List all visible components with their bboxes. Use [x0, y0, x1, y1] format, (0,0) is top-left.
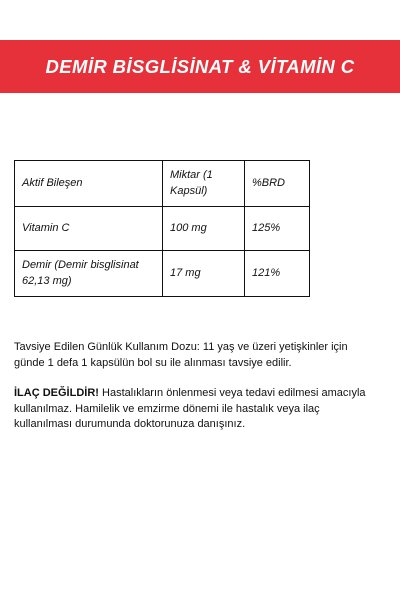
title-banner: [0, 40, 400, 93]
table-cell-ingredient: Vitamin C: [15, 207, 163, 251]
warning-text: Hastalıkların önlenmesi veya tedavi edilmesi amacıyla kullanılmaz. Hamilelik ve emzirme dönemi ile hastalık veya ilaç kullanılması durumunda doktorunuza danışınız.: [14, 387, 366, 430]
table-cell-ingredient: Demir (Demir bisglisinat 62,13 mg): [15, 251, 163, 297]
warning-paragraph: [14, 386, 374, 433]
table-row: [15, 251, 310, 297]
dosage-paragraph: Tavsiye Edilen Günlük Kullanım Dozu: 11 yaş ve üzeri yetişkinler için günde 1 defa 1 kapsülün bol su ile alınması tavsiye edilir.: [14, 341, 348, 369]
table-cell-brd: 125%: [245, 207, 310, 251]
header-brd: %BRD: [245, 161, 310, 207]
table-row: [15, 207, 310, 251]
table-cell-brd: 121%: [245, 251, 310, 297]
product-title: DEMİR BİSGLİSİNAT & VİTAMİN C: [45, 55, 355, 77]
table-header-row: [15, 161, 310, 207]
table-cell-amount: 17 mg: [163, 251, 245, 297]
header-amount: Miktar (1 Kapsül): [163, 161, 245, 207]
ingredients-table: [14, 160, 310, 297]
table-cell-amount: 100 mg: [163, 207, 245, 251]
warning-label: İLAÇ DEĞİLDİR!: [14, 387, 99, 399]
header-active-ingredient: Aktif Bileşen: [15, 161, 163, 207]
